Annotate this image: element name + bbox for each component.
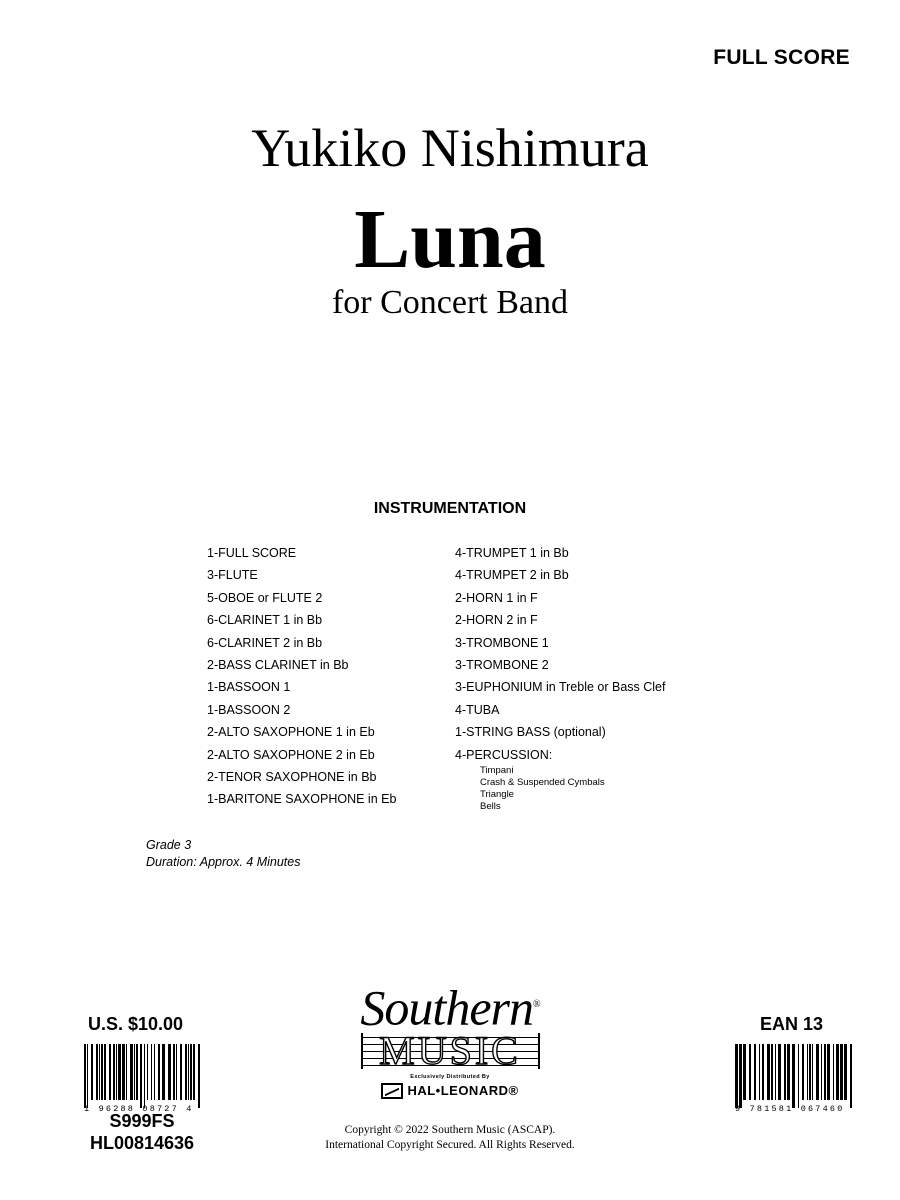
hal-leonard-logo <box>350 1083 550 1099</box>
logo-registered: ® <box>532 999 540 1010</box>
logo-music-text: MUSIC <box>379 1027 521 1073</box>
ean-barcode-bars <box>735 1044 855 1108</box>
list-item: 5-OBOE or FLUTE 2 <box>207 590 323 605</box>
percussion-item: Timpani <box>480 764 514 776</box>
list-item: 4-TUBA <box>455 702 500 717</box>
duration-label: Duration: Approx. 4 Minutes <box>146 855 301 869</box>
copyright-line2: International Copyright Secured. All Rights Reserved. <box>325 1139 575 1151</box>
upc-digits: 1 96288 08727 4 <box>84 1104 194 1114</box>
copyright-line1: Copyright © 2022 Southern Music (ASCAP). <box>344 1124 556 1136</box>
list-item: 2-ALTO SAXOPHONE 2 in Eb <box>207 747 375 762</box>
hl-code: HL00814636 <box>89 1133 195 1153</box>
list-item: 1-FULL SCORE <box>207 546 297 560</box>
hal-leonard-icon <box>381 1083 403 1099</box>
percussion-item: Bells <box>480 800 501 812</box>
percussion-list <box>480 765 665 813</box>
list-item: 1-BARITONE SAXOPHONE in Eb <box>207 792 397 807</box>
upc-barcode-bars <box>84 1044 202 1108</box>
barcode-gap <box>200 1044 202 1100</box>
list-item: 3-EUPHONIUM in Treble or Bass Clef <box>455 680 666 695</box>
copyright-notice <box>0 1123 900 1153</box>
barcode-gap <box>852 1044 855 1100</box>
page-title: Luna <box>354 193 546 286</box>
list-item: 3-FLUTE <box>207 568 258 583</box>
list-item: 2-BASS CLARINET in Bb <box>207 657 349 672</box>
ean-label: EAN 13 <box>760 1014 824 1034</box>
list-item: 4-TRUMPET 2 in Bb <box>455 568 569 583</box>
distributed-by-label: Exclusively Distributed By <box>410 1073 490 1080</box>
catalog-code: S999FS <box>109 1111 175 1131</box>
list-item: 2-TENOR SAXOPHONE in Bb <box>207 769 377 784</box>
list-item: 4-TRUMPET 1 in Bb <box>455 546 569 560</box>
ean-digits: 9 781581 067460 <box>735 1104 845 1114</box>
list-item: 2-HORN 2 in F <box>455 613 538 628</box>
percussion-item: Crash & Suspended Cymbals <box>480 776 605 788</box>
subtitle: for Concert Band <box>331 284 569 321</box>
southern-music-logo <box>350 980 550 1099</box>
full-score-label: FULL SCORE <box>713 46 850 69</box>
list-item: 4-PERCUSSION: <box>455 747 553 762</box>
grade-duration-block <box>146 837 300 871</box>
list-item: 6-CLARINET 2 in Bb <box>207 635 323 650</box>
list-item: 3-TROMBONE 2 <box>455 657 549 672</box>
logo-line1: Southern <box>360 979 533 1036</box>
instrumentation-left-column <box>207 545 396 814</box>
instrumentation-heading: INSTRUMENTATION <box>373 500 527 517</box>
grade-label: Grade 3 <box>146 838 192 852</box>
list-item: 3-TROMBONE 1 <box>455 635 549 650</box>
list-item: 1-BASSOON 1 <box>207 680 291 695</box>
list-item: 1-STRING BASS (optional) <box>455 725 606 740</box>
upc-barcode <box>84 1044 202 1114</box>
logo-music-staff <box>361 1027 540 1073</box>
composer-name: Yukiko Nishimura <box>251 118 649 178</box>
list-item: 2-HORN 1 in F <box>455 590 538 605</box>
logo-southern-text <box>350 979 550 1036</box>
instrumentation-right-column <box>455 545 665 813</box>
list-item: 2-ALTO SAXOPHONE 1 in Eb <box>207 725 375 740</box>
ean-barcode <box>735 1044 855 1114</box>
price-label: U.S. $10.00 <box>88 1014 184 1034</box>
hal-leonard-text: HAL•LEONARD® <box>407 1083 519 1099</box>
percussion-item: Triangle <box>480 788 514 800</box>
list-item: 6-CLARINET 1 in Bb <box>207 613 323 628</box>
list-item: 1-BASSOON 2 <box>207 702 291 717</box>
